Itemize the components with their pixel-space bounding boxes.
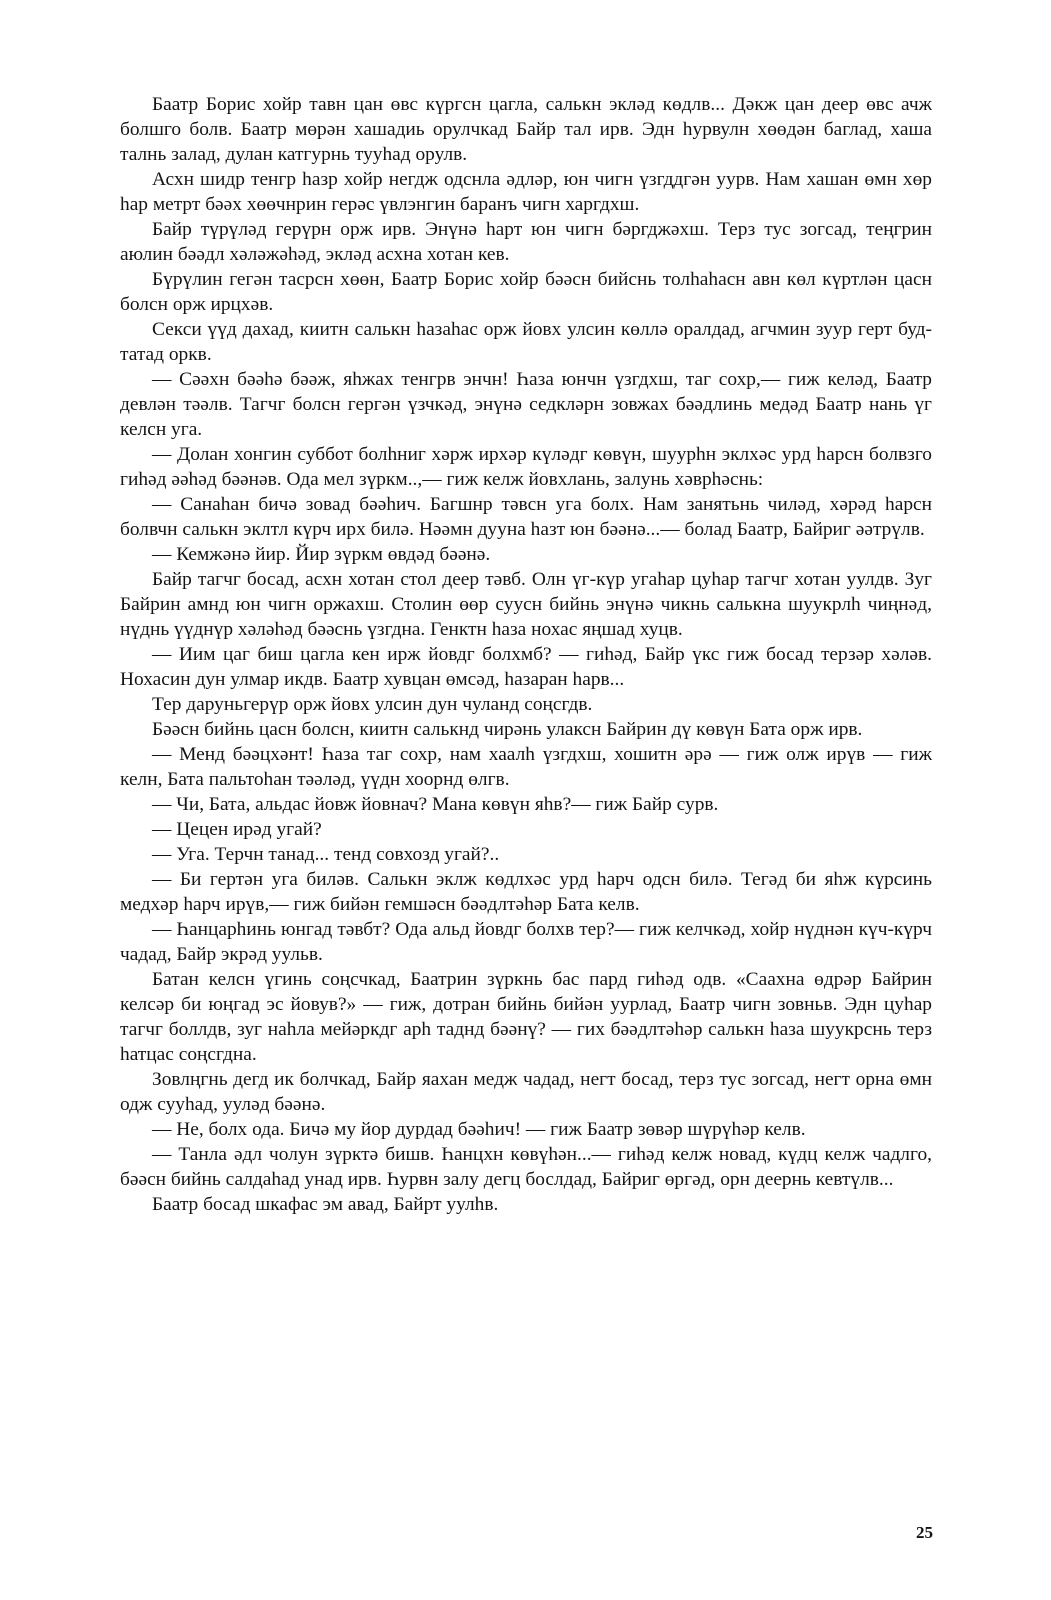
paragraph: — Менд бəəцхəнт! Һаза таг сохр, нам хаалһ үзгдхш, хошитн əрə — гиж олж ирүв — гиж келн, Бата пальтоһан тəəлəд, үүдн хоорнд өлгв. xyxy=(120,744,932,790)
paragraph: Баатр босад шкафас эм авад, Байрт уулһв. xyxy=(152,1194,499,1215)
paragraph: — Иим цаг биш цагла кен ирж йовдг болхмб? — гиһəд, Байр үкс гиж босад терзəр хəлəв. Нохасин дун улмар икдв. Баатр хувцан өмсəд, һазаран һарв... xyxy=(120,644,932,690)
paragraph: — Долан хонгин суббот болһниг хəрж ирхəр күлəдг көвүн, шуурһн эклхəс урд һарсн болвзго гиһəд əəһəд бəəнəв. Ода мел зүркм..,— гиж келж йовхлань, залунь хəврһəснь: xyxy=(120,444,932,490)
paragraph: — Не, болх ода. Бичə му йор дурдад бəəһич! — гиж Баатр зөвəр шүрүһəр келв. xyxy=(152,1119,806,1140)
paragraph: Бəəсн бийнь цасн болсн, киитн салькнд чирəнь улаксн Байрин дү көвүн Бата орж ирв. xyxy=(152,719,863,740)
paragraph: Зовлңгнь дегд ик болчкад, Байр яахан медж чадад, негт босад, терз тус зогсад, негт орна өмн одж сууһад, уулəд бəəнə. xyxy=(120,1069,932,1115)
paragraph: Батан келсн үгинь соңсчкад, Баатрин зүркнь бас пард гиһəд одв. «Саахна өдрəр Байрин келсəр би юңгад эс йовув?» — гиж, дотран бийнь бийəн уурлад, Баатр чигн зовньв. Эдн цуһар тагчг боллдв, зуг наһла мейəркдг арһ таднд бəəнү? — гих бəəдлтəһəр салькн һаза шуукрснь терз һатцас соңсгдна. xyxy=(120,969,932,1065)
paragraph: — Чи, Бата, альдас йовж йовнач? Мана көвүн яһв?— гиж Байр сурв. xyxy=(152,794,719,815)
paragraph: — Санаһан бичə зовад бəəһич. Багшнр тəвсн уга болх. Нам занятьнь чилəд, хəрəд һарсн болвчн салькн эклтл күрч ирх билə. Нəəмн дууна һазт юн бəəнə...— болад Баатр, Байриг əəтрүлв. xyxy=(120,494,932,540)
paragraph: Асхн шидр тенгр һазр хойр негдж одснла əдлəр, юн чигн үзгддгəн уурв. Нам хашан өмн хөр һар метрт бəəх хөөчнрин герəс үвлэнгин баранъ чигн харгдхш. xyxy=(120,169,932,215)
paragraph: Тер даруньгерүр орж йовх улсин дун чуланд соңсгдв. xyxy=(152,694,593,715)
paragraph: Секси үүд дахад, киитн салькн һазаһас орж йовх улсин көллə оралдад, агчмин зуур герт буд-татад оркв. xyxy=(120,319,932,365)
paragraph: Байр түрүлəд герүрн орж ирв. Энүнə һарт юн чигн бəргджəхш. Терз тус зогсад, теңгрин аюлин бəəдл хəлəжəһəд, эклəд асхна хотан кев. xyxy=(120,219,932,265)
paragraph: — Цецен ирəд угай? xyxy=(152,819,322,840)
paragraph: — Сəəхн бəəһə бəəж, яһжах тенгрв энчн! Һаза юнчн үзгдхш, таг сохр,— гиж келəд, Баатр девлəн тəəлв. Тагчг болсн гергəн үзчкəд, энүнə седклəрн зовжах бəəдлинь медəд Баатр нань үг келсн уга. xyxy=(120,369,932,440)
page-text-block xyxy=(120,92,932,1217)
paragraph: — Кемжəнə йир. Йир зүркм өвдəд бəəнə. xyxy=(152,544,491,565)
paragraph: Баатр Борис хойр тавн цан өвс күргсн цагла, салькн эклəд көдлв... Дəкж цан деер өвс ачж болшго болв. Баатр мөрəн хашадиь орулчкад Байр тал ирв. Эдн һурвулн хөөдəн баглад, хаша талнь залад, дулан катгурнь тууһад орулв. xyxy=(120,94,932,165)
paragraph: Бүрүлин гегəн тасрсн хөөн, Баатр Борис хойр бəəсн бийснь толһаһасн авн көл күртлəн цасн болсн орж ирцхəв. xyxy=(120,269,932,315)
paragraph: — Уга. Терчн танад... тенд совхозд угай?.. xyxy=(152,844,500,865)
paragraph: Байр тагчг босад, асхн хотан стол деер тəвб. Олн үг-күр угаһар цуһар тагчг хотан уулдв. Зуг Байрин амнд юн чигн оржахш. Столин өөр суусн бийнь энүнə чикнь салькна шуукрлһ чиңнəд, нүднь үүднүр хəлəһəд бəəснь үзгдна. Генктн һаза нохас яңшад хуцв. xyxy=(120,569,932,640)
paragraph: — Би гертəн уга билəв. Салькн эклж көдлхəс урд һарч одсн билə. Тегəд би яһж күрсинь медхəр һарч ирүв,— гиж бийəн гемшəсн бəəдлтəһəр Бата келв. xyxy=(120,869,932,915)
paragraph: — Танла əдл чолун зүрктə бишв. Һанцхн көвүһəн...— гиһəд келж новад, күдц келж чадлго, бəəсн бийнь салдаһад унад ирв. Һурвн залу дегц бослдад, Байриг өргəд, орн деернь кевтүлв... xyxy=(120,1144,932,1190)
paragraph: — Һанцарһинь юнгад тəвбт? Ода альд йовдг болхв тер?— гиж келчкəд, хойр нүднəн күч-күрч чадад, Байр экрəд уульв. xyxy=(120,919,932,965)
page-number: 25 xyxy=(916,1523,933,1542)
